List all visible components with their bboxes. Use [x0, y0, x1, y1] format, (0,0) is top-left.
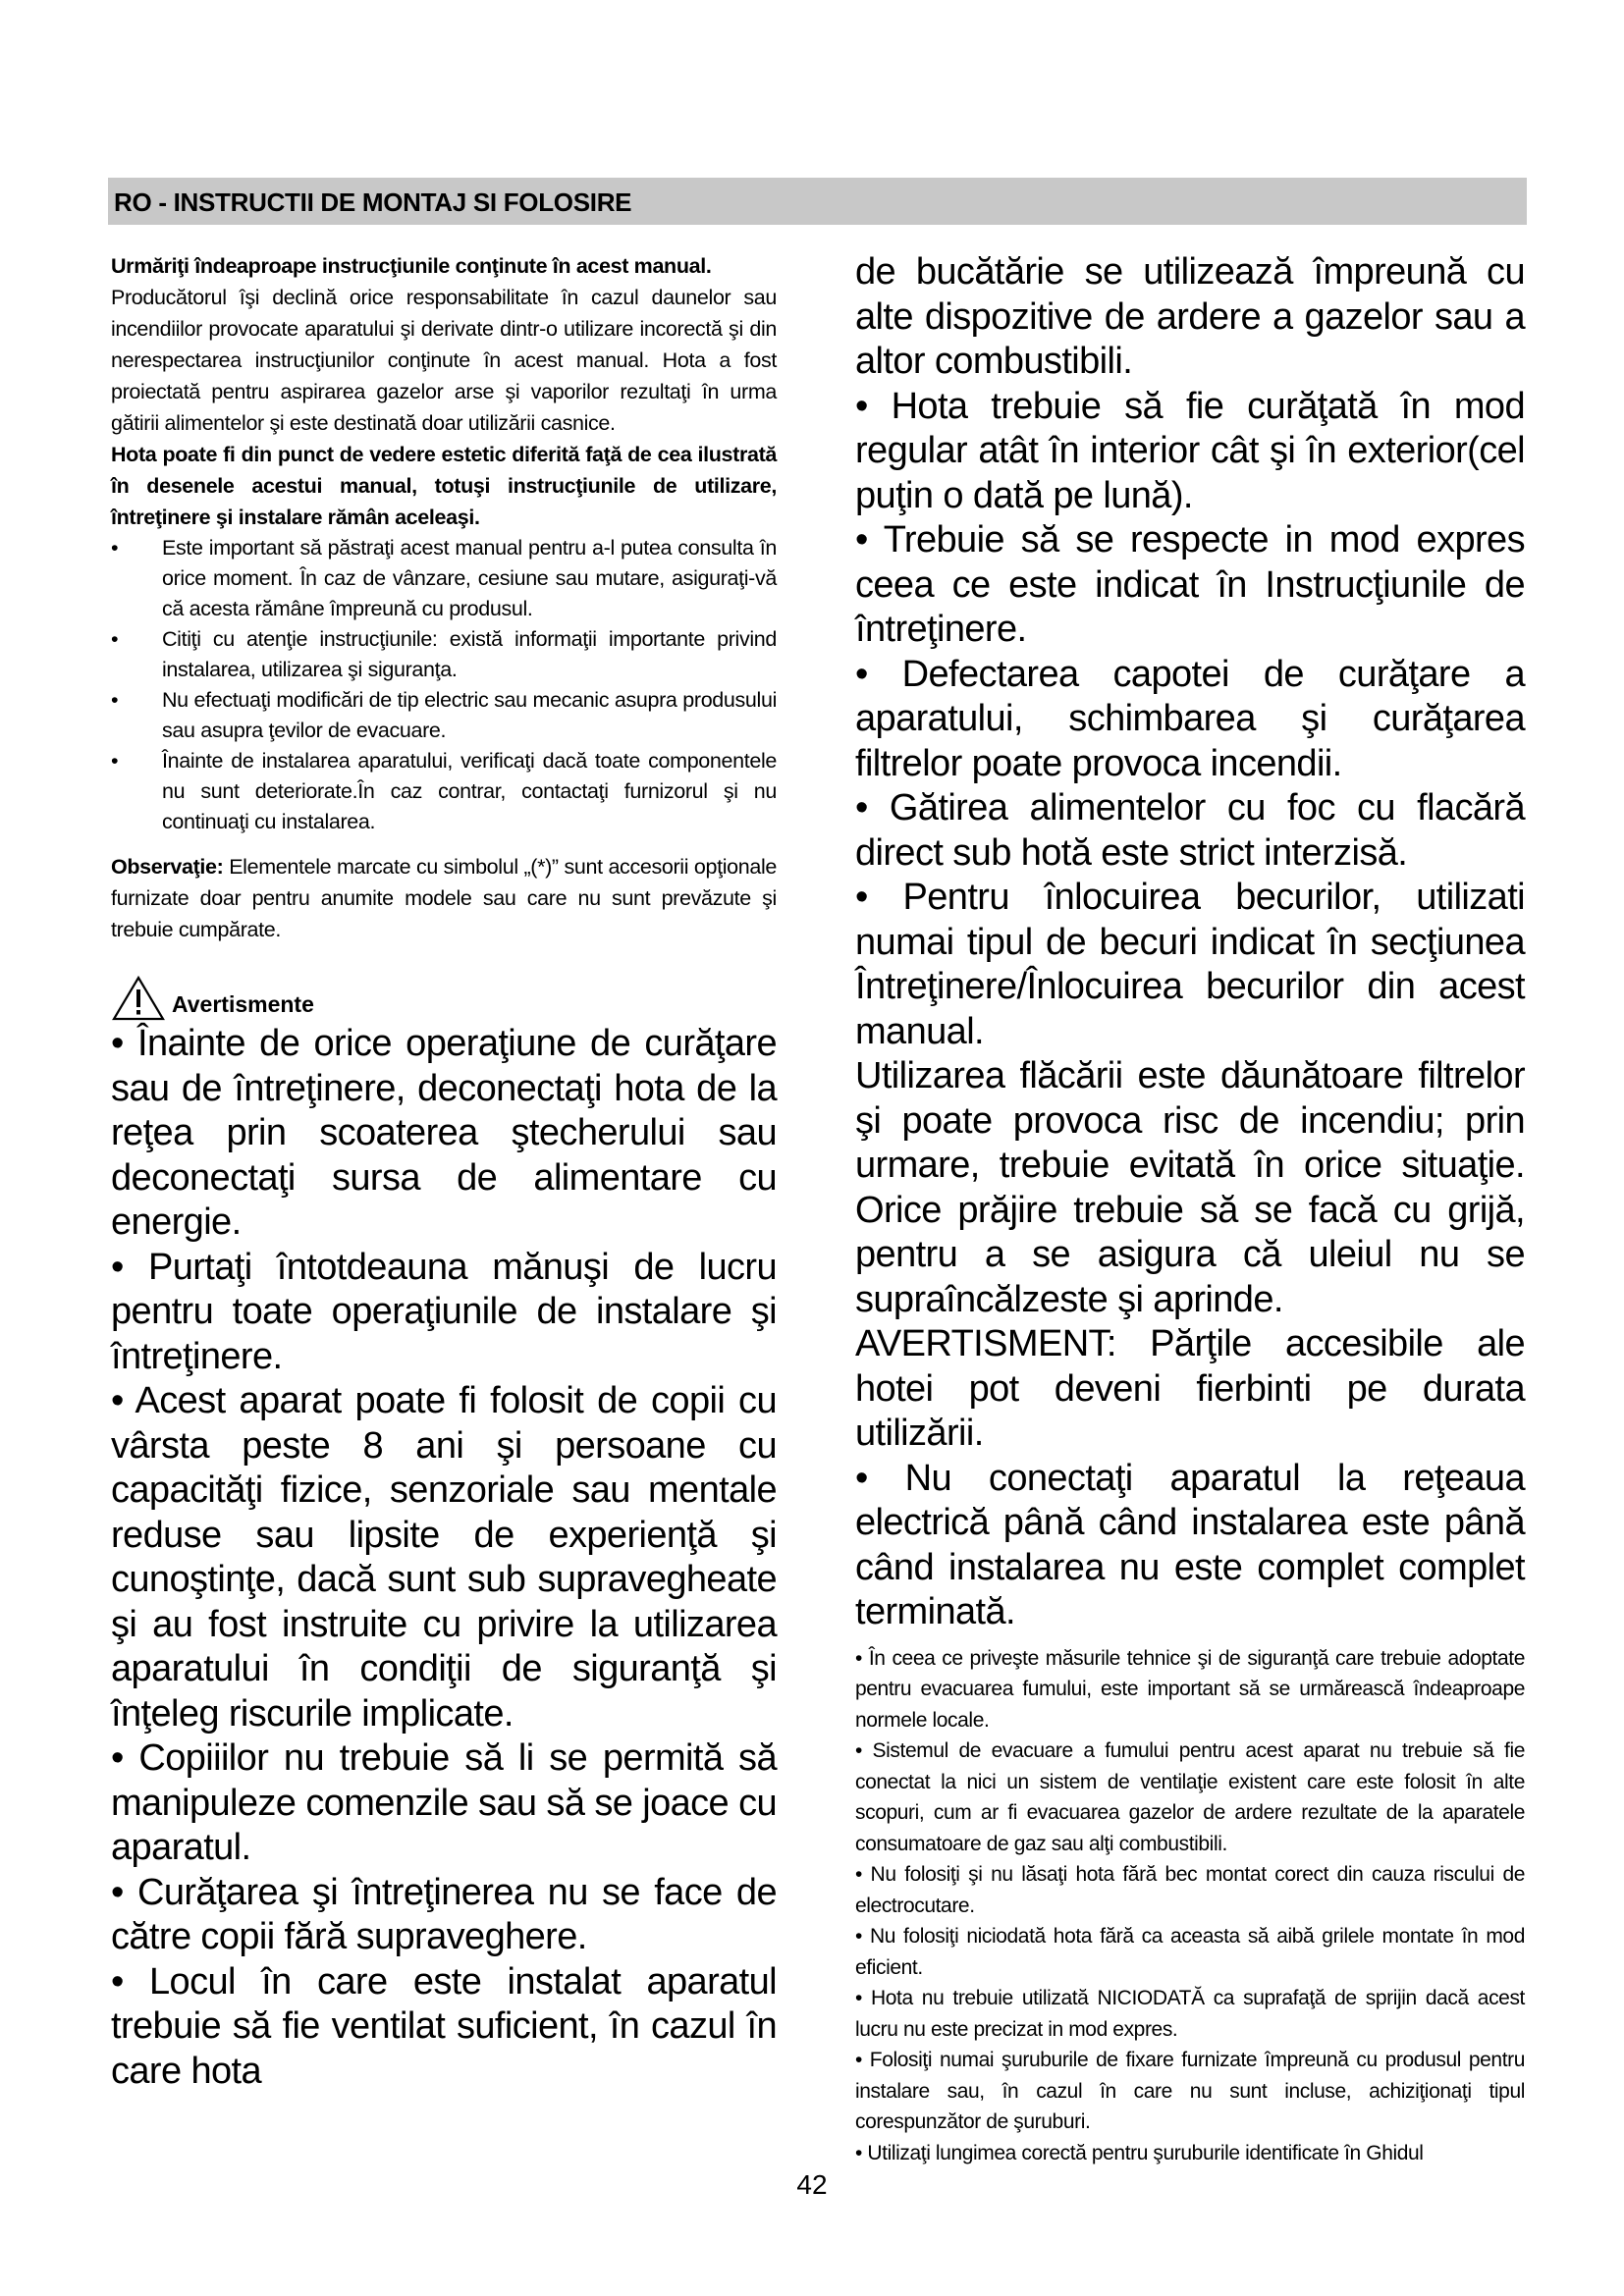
warning-paragraph: • Nu conectaţi aparatul la reţeaua electrică până când instalarea este până când instalarea nu este complet complet terminată. [855, 1457, 1525, 1632]
safety-paragraph: • Hota nu trebuie utilizată NICIODATĂ ca suprafaţă de sprijin dacă acest lucru nu este precizat in mod expres. [855, 1987, 1525, 2041]
design-note [111, 439, 777, 533]
warning-paragraph: • Gătirea alimentelor cu foc cu flacără direct sub hotă este strict interzisă. [855, 787, 1525, 874]
list-item: • Este important să păstraţi acest manual pentru a-l putea consulta în orice moment. În caz de vânzare, cesiune sau mutare, asiguraţi-vă că acesta rămâne împreună cu produsul. [111, 533, 777, 624]
warning-paragraph: • Pentru înlocuirea becurilor, utilizati numai tipul de becuri indicat în secţiunea Întreţinere/Înlocuirea becurilor din acest manual. [855, 877, 1525, 1052]
page-number: 42 [796, 2169, 828, 2200]
intro-text: Producătorul îşi declină orice responsabilitate în cazul daunelor sau incendiilor provocate aparatului şi derivate dintr-o utilizare incorectă şi din nerespectarea instrucţiunilor conţinute în acest manual. Hota a fost proiectată pentru aspirarea gazelor arse şi vaporilor rezultaţi în urma gătirii alimentelor şi este destinată doar utilizării casnice. [111, 286, 777, 435]
safety-paragraph: • Nu folosiţi şi nu lăsaţi hota fără bec montat corect din cauza riscului de electrocutare. [855, 1863, 1525, 1917]
safety-paragraph: • Sistemul de evacuare a fumului pentru acest aparat nu trebuie să fie conectat la nici un sistem de ventilaţie existent care este folosit în alte scopuri, cum ar fi evacuarea gazelor de ardere rezultate de la aparatele consumatoare de gaz sau alţi combustibili. [855, 1739, 1525, 1855]
intro-bold: Urmăriţi îndeaproape instrucţiunile conţinute în acest manual. [111, 254, 712, 278]
safety-paragraph: • Folosiţi numai şuruburile de fixare furnizate împreună cu produsul pentru instalare sau, în cazul în care nu sunt incluse, achiziţionaţi tipul corespunzător de şuruburi. [855, 2049, 1525, 2133]
right-column [855, 250, 1525, 2168]
warning-paragraph: AVERTISMENT: Părţile accesibile ale hotei pot deveni fierbinti pe durata utilizării. [855, 1323, 1525, 1454]
warning-paragraph: de bucătărie se utilizează împreună cu alte dispozitive de ardere a gazelor sau a altor combustibili. [855, 251, 1525, 382]
list-item: • Înainte de instalarea aparatului, verificaţi dacă toate componentele nu sunt deteriorate.În caz contrar, contactaţi furnizorul şi nu continuaţi cu instalarea. [111, 746, 777, 837]
safety-paragraph: • Utilizaţi lungimea corectă pentru şuruburile identificate în Ghidul [855, 2141, 1424, 2164]
design-note-bold: Hota poate fi din punct de vedere estetic diferită faţă de cea ilustrată în desenele acestui manual, totuşi instrucţiunile de utilizare, întreţinere şi instalare rămân aceleaşi. [111, 443, 777, 529]
warning-paragraph: • Curăţarea şi întreţinerea nu se face de către copii fără supraveghere. [111, 1871, 777, 1957]
left-column [111, 250, 777, 2094]
warning-paragraph: • Locul în care este instalat aparatul trebuie să fie ventilat suficient, în cazul în care hota [111, 1960, 777, 2092]
warnings-title: Avertismente [172, 991, 314, 1017]
warning-paragraph: Utilizarea flăcării este dăunătoare filtrelor şi poate provoca risc de incendiu; prin urmare, trebuie evitată în orice situaţie. Orice prăjire trebuie să se facă cu grijă, pentru a se asigura că uleiul nu se supraîncălzeste şi aprinde. [855, 1055, 1525, 1320]
observation-label: Observaţie: [111, 855, 224, 879]
intro-paragraph [111, 250, 777, 439]
safety-paragraph: • În ceea ce priveşte măsurile tehnice şi de siguranţă care trebuie adoptate pentru evacuarea fumului, este important să se urmărească îndeaproape normele locale. [855, 1646, 1525, 1732]
warning-paragraph: • Înainte de orice operaţiune de curăţare sau de întreţinere, deconectaţi hota de la reţea prin scoaterea ştecherului sau deconectaţi sursa de alimentare cu energie. [111, 1023, 777, 1243]
warning-paragraph: • Acest aparat poate fi folosit de copii cu vârsta peste 8 ani şi persoane cu capacităţi fizice, senzoriale sau mentale reduse sau lipsite de experienţă şi cunoştinţe, dacă sunt sub supravegheate şi au fost instruite cu privire la utilizarea aparatului în condiţii de siguranţă şi înţeleg riscurile implicate. [111, 1380, 777, 1735]
observation-note [111, 851, 777, 945]
section-header [108, 178, 1527, 225]
observation-text: Elementele marcate cu simbolul „(*)” sunt accesorii opţionale furnizate doar pentru anumite modele sau care nu sunt prevăzute şi trebuie cumpărate. [111, 855, 777, 941]
warning-paragraph: • Hota trebuie să fie curăţată în mod regular atât în interior cât şi în exterior(cel puţin o dată pe lună). [855, 385, 1525, 516]
list-item: • Citiţi cu atenţie instrucţiunile: există informaţii importante privind instalarea, utilizarea şi siguranţa. [111, 624, 777, 685]
warning-paragraph: • Purtaţi întotdeauna mănuşi de lucru pentru toate operaţiunile de instalare şi întreţinere. [111, 1246, 777, 1377]
safety-paragraph: • Nu folosiţi niciodată hota fără ca aceasta să aibă grilele montate în mod eficient. [855, 1925, 1525, 1979]
warning-paragraph: • Defectarea capotei de curăţare a aparatului, schimbarea şi curăţarea filtrelor poate provoca incendii. [855, 653, 1525, 784]
warnings-heading [111, 971, 777, 1022]
warning-paragraph: • Trebuie să se respecte in mod expres ceea ce este indicat în Instrucţiunile de întreţinere. [855, 519, 1525, 650]
list-item: • Nu efectuaţi modificări de tip electric sau mecanic asupra produsului sau asupra ţevilor de evacuare. [111, 685, 777, 746]
intro-bullet-list [111, 533, 777, 837]
section-title: RO - INSTRUCTII DE MONTAJ SI FOLOSIRE [114, 187, 632, 217]
warning-paragraph: • Copiiilor nu trebuie să li se permită să manipuleze comenzile sau să se joace cu aparatul. [111, 1737, 777, 1868]
warning-triangle-icon [111, 975, 166, 1022]
